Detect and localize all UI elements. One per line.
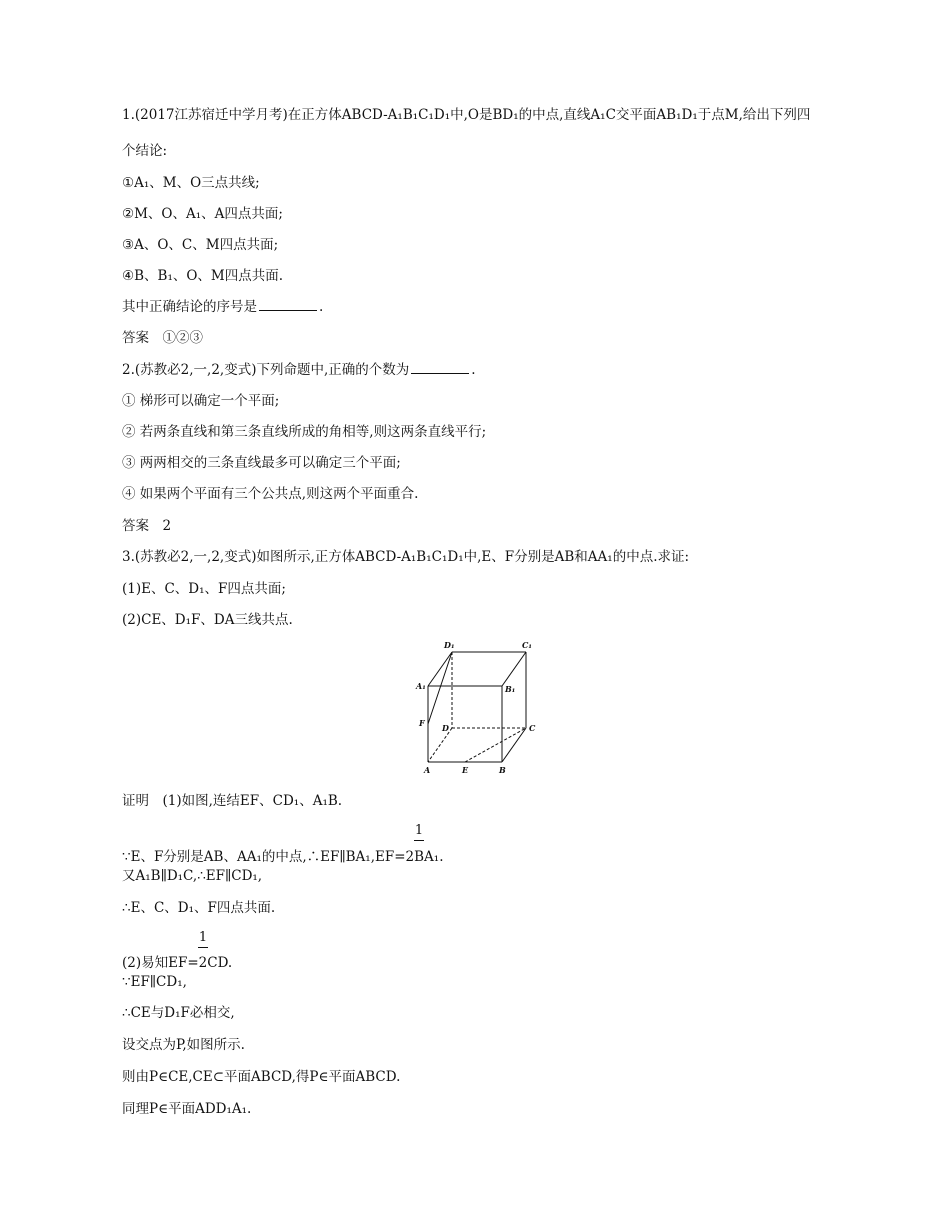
q1-option-3: ③A、O、C、M四点共面;: [122, 237, 279, 253]
q1-option-1: ①A₁、M、O三点共线;: [122, 175, 260, 191]
proof-line-5: [122, 954, 232, 972]
edge-da: [428, 728, 452, 762]
fraction-numerator: 1: [198, 930, 208, 945]
proof-line-6: ∵EF∥CD₁,: [122, 974, 187, 990]
fraction-denominator: 2: [405, 849, 415, 865]
proof-line-5-tail: CD.: [207, 955, 233, 971]
q1-question: [122, 298, 323, 316]
proof-line-8: 设交点为P,如图所示.: [122, 1037, 245, 1053]
fraction-bar: [198, 947, 208, 948]
q2-option-3: ③ 两两相交的三条直线最多可以确定三个平面;: [122, 455, 401, 471]
q1-line1: 1.(2017江苏宿迁中学月考)在正方体ABCD-A₁B₁C₁D₁中,O是BD₁的中点,直线A₁C交平面AB₁D₁于点M,给出下列四: [122, 107, 811, 123]
label-d: D: [442, 723, 449, 733]
proof-line-3: 又A₁B∥D₁C,∴EF∥CD₁,: [122, 868, 263, 884]
fraction-numerator: 1: [414, 823, 424, 838]
segment-d1f: [428, 652, 452, 724]
proof-line-10: 同理P∈平面ADD₁A₁.: [122, 1101, 252, 1117]
q2-line1-end: .: [471, 362, 476, 378]
label-a: A: [424, 765, 431, 775]
q1-question-end: .: [319, 299, 324, 315]
q1-option-2: ②M、O、A₁、A四点共面;: [122, 206, 283, 222]
proof-line-2-text: ∵E、F分别是AB、AA₁的中点,∴EF∥BA₁,EF=: [122, 849, 406, 865]
proof-line-1: 证明 (1)如图,连结EF、CD₁、A₁B.: [122, 793, 343, 809]
fraction-denominator: 2: [198, 955, 208, 971]
q3-part-1: (1)E、C、D₁、F四点共面;: [122, 581, 286, 597]
segment-ce: [465, 728, 526, 762]
q2-line1: [122, 361, 476, 379]
q1-question-text: 其中正确结论的序号是: [122, 299, 257, 315]
q2-answer: 答案 2: [122, 518, 172, 534]
fraction-bar: [414, 840, 424, 841]
q2-option-4: ④ 如果两个平面有三个公共点,则这两个平面重合.: [122, 486, 419, 502]
q2-option-1: ① 梯形可以确定一个平面;: [122, 393, 280, 409]
label-a1: A₁: [416, 681, 426, 691]
q1-line2: 个结论:: [122, 143, 168, 159]
label-b: B: [499, 765, 506, 775]
q3-part-2: (2)CE、D₁F、DA三线共点.: [122, 612, 293, 628]
fraction-half-2: [198, 931, 208, 948]
proof-line-2: [122, 848, 444, 866]
label-c1: C₁: [522, 640, 532, 650]
proof-line-9: 则由P∈CE,CE⊂平面ABCD,得P∈平面ABCD.: [122, 1069, 401, 1085]
q1-option-4: ④B、B₁、O、M四点共面.: [122, 268, 284, 284]
label-b1: B₁: [505, 684, 516, 694]
edge-c1b1: [502, 652, 526, 686]
q1-answer: 答案 ①②③: [122, 330, 203, 346]
label-f: F: [419, 718, 425, 728]
cube-figure: [410, 636, 550, 778]
q2-option-2: ② 若两条直线和第三条直线所成的角相等,则这两条直线平行;: [122, 424, 487, 440]
label-d1: D₁: [444, 640, 455, 650]
edge-bc: [502, 728, 526, 762]
fraction-half-1: [414, 824, 424, 841]
proof-line-7: ∴CE与D₁F必相交,: [122, 1005, 235, 1021]
label-e: E: [462, 765, 469, 775]
q3-line1: 3.(苏教必2,一,2,变式)如图所示,正方体ABCD-A₁B₁C₁D₁中,E、F分别是AB和AA₁的中点.求证:: [122, 549, 690, 565]
proof-line-5-text: (2)易知EF=: [122, 955, 199, 971]
proof-line-4: ∴E、C、D₁、F四点共面.: [122, 900, 276, 916]
label-c: C: [529, 723, 536, 733]
proof-line-2-tail: BA₁.: [414, 849, 444, 865]
q2-line1-text: 2.(苏教必2,一,2,变式)下列命题中,正确的个数为: [122, 362, 410, 378]
answer-blank: [411, 361, 469, 374]
answer-blank: [259, 298, 317, 311]
edge-a1d1: [428, 652, 452, 686]
